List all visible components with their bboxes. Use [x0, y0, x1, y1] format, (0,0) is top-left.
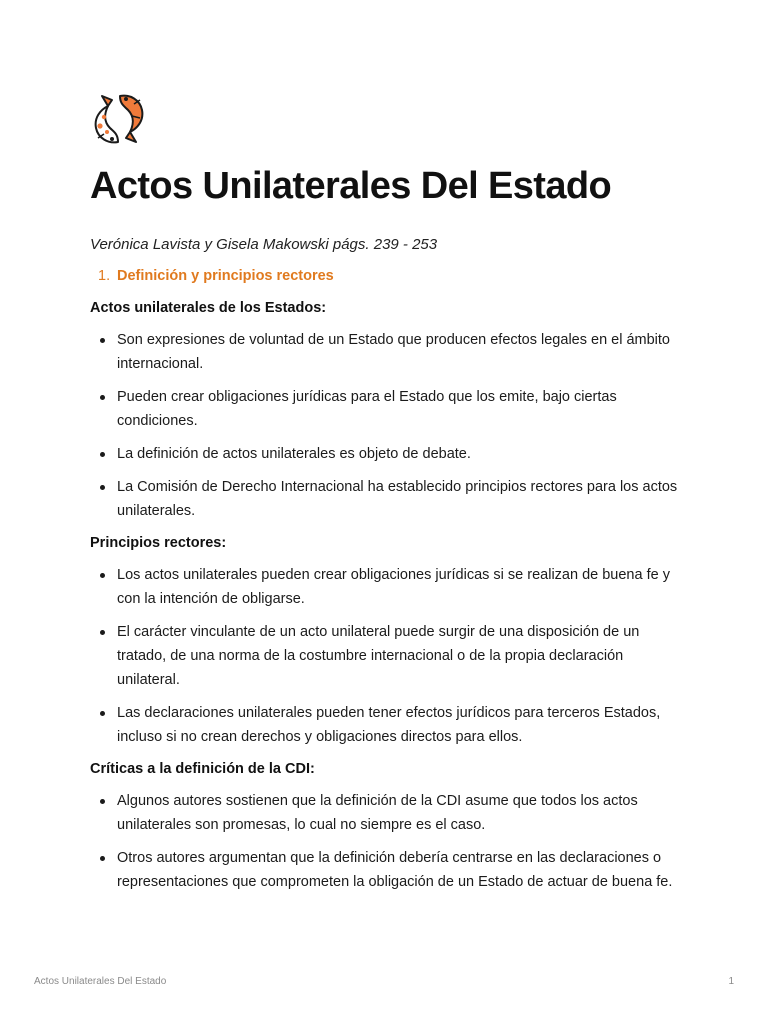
list-item	[90, 442, 690, 466]
bullet-icon	[100, 799, 105, 804]
bullet-icon	[100, 711, 105, 716]
list-item-text: La Comisión de Derecho Internacional ha establecido principios rectores para los actos unilaterales.	[117, 479, 678, 519]
list-item-text: El carácter vinculante de un acto unilateral puede surgir de una disposición de un tratado, de una norma de la costumbre internacional o de la propia declaración unilateral.	[117, 624, 640, 688]
list-item	[90, 385, 690, 433]
footer-title: Actos Unilaterales Del Estado	[34, 976, 167, 987]
list-item-text: Pueden crear obligaciones jurídicas para el Estado que los emite, bajo ciertas condiciones.	[117, 389, 617, 429]
list-item	[90, 789, 690, 837]
list-item	[90, 846, 690, 894]
list-item	[90, 563, 690, 611]
bullet-icon	[100, 395, 105, 400]
numbered-heading-label: Definición y principios rectores	[117, 268, 334, 284]
bullet-icon	[100, 573, 105, 578]
bullet-icon	[100, 338, 105, 343]
list-item	[90, 475, 690, 523]
list-item	[90, 620, 690, 692]
numbered-heading-number: 1.	[98, 268, 111, 284]
bullet-icon	[100, 856, 105, 861]
bullet-list	[90, 789, 690, 894]
list-item-text: Los actos unilaterales pueden crear obligaciones jurídicas si se realizan de buena fe y con la intención de obligarse.	[117, 567, 670, 607]
page-title: Actos Unilaterales Del Estado	[90, 165, 612, 207]
list-item-text: Algunos autores sostienen que la definición de la CDI asume que todos los actos unilaterales son promesas, lo cual no siempre es el caso.	[117, 793, 638, 833]
numbered-heading	[90, 265, 690, 287]
list-item	[90, 328, 690, 376]
document-page	[90, 90, 690, 903]
bullet-list	[90, 563, 690, 749]
list-item-text: Son expresiones de voluntad de un Estado que producen efectos legales en el ámbito internacional.	[117, 332, 670, 372]
bullet-list	[90, 328, 690, 523]
list-item-text: Las declaraciones unilaterales pueden tener efectos jurídicos para terceros Estados, incluso si no crean derechos y obligaciones directos para ellos.	[117, 705, 661, 745]
section-heading: Principios rectores:	[90, 535, 227, 551]
section-heading: Críticas a la definición de la CDI:	[90, 761, 315, 777]
list-item	[90, 701, 690, 749]
bullet-icon	[100, 485, 105, 490]
footer-page-number: 1	[728, 976, 734, 987]
bullet-icon	[100, 630, 105, 635]
section-heading: Actos unilaterales de los Estados:	[90, 300, 327, 316]
koi-fish-icon	[90, 90, 148, 148]
list-item-text: La definición de actos unilaterales es objeto de debate.	[117, 446, 471, 462]
bullet-icon	[100, 452, 105, 457]
document-subtitle: Verónica Lavista y Gisela Makowski págs. 239 - 253	[90, 236, 438, 253]
list-item-text: Otros autores argumentan que la definición debería centrarse en las declaraciones o representaciones que comprometen la obligación de un Estado de actuar de buena fe.	[117, 850, 673, 890]
